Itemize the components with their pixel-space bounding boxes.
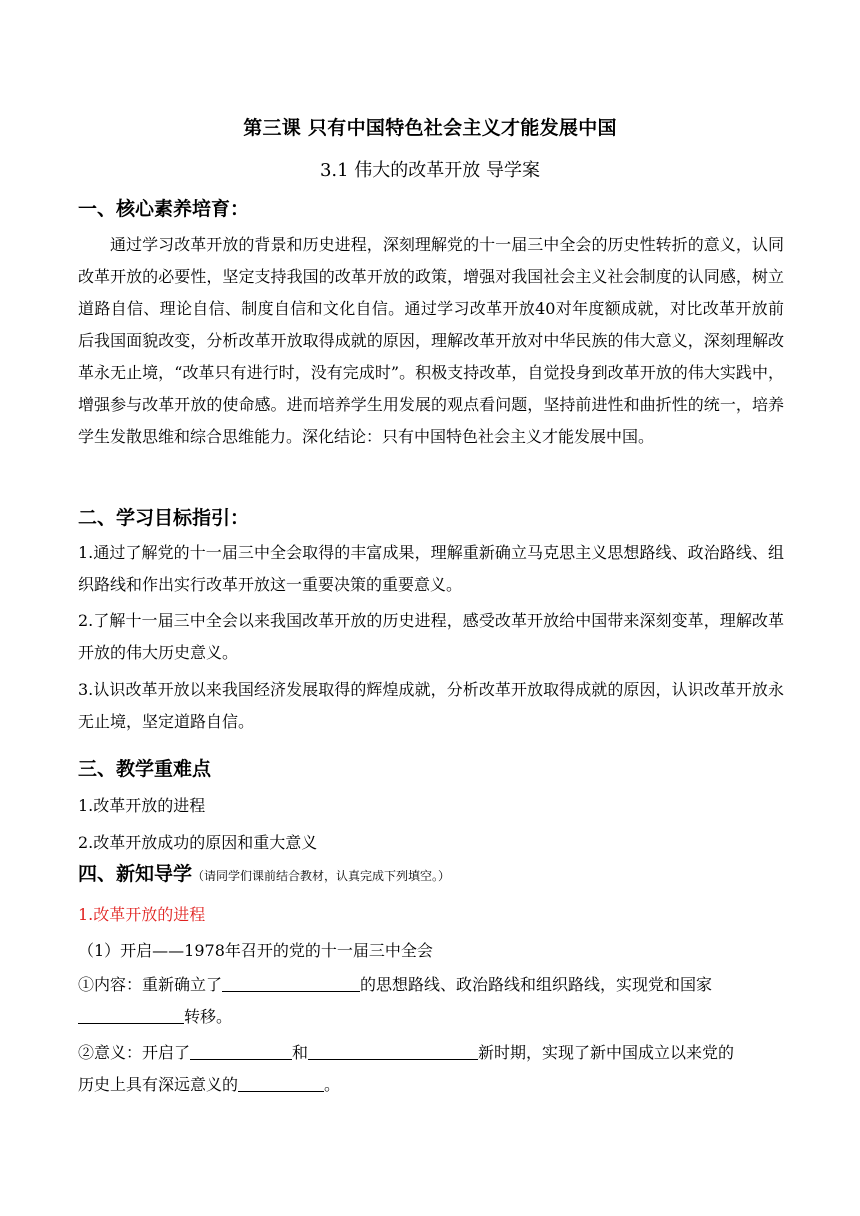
topic-heading: 1.改革开放的进程: [78, 905, 206, 924]
question-text: 和: [292, 1043, 309, 1062]
objective-item: 1.通过了解党的十一届三中全会取得的丰富成果，理解重新确立马克思主义思想路线、政治路线、组织路线和作出实行改革开放这一重要决策的重要意义。: [78, 543, 784, 594]
answer-blank[interactable]: [190, 1041, 292, 1060]
keypoint-item: 1.改革开放的进程: [78, 796, 206, 815]
answer-blank[interactable]: [222, 973, 360, 992]
section4-heading: [78, 860, 450, 890]
question-text: ①内容：重新确立了: [78, 975, 223, 994]
fill-question-2: [78, 1037, 784, 1101]
answer-blank[interactable]: [78, 1005, 184, 1024]
answer-blank[interactable]: [238, 1073, 324, 1092]
question-text: 。: [324, 1075, 341, 1094]
lesson-subtitle: 3.1 伟大的改革开放 导学案: [319, 160, 541, 181]
question-text: 历史上具有深远意义的: [78, 1075, 239, 1094]
question-text: ②意义：开启了: [78, 1043, 191, 1062]
answer-blank[interactable]: [308, 1041, 478, 1060]
objective-item: 2.了解十一届三中全会以来我国改革开放的历史进程，感受改革开放给中国带来深刻变革，理解改革开放的伟大历史意义。: [78, 611, 784, 662]
question-text: 新时期，实现了新中国成立以来党的: [478, 1043, 735, 1062]
question-text: 转移。: [184, 1007, 233, 1026]
section4-title: 四、新知导学: [78, 863, 193, 885]
lesson-title: 第三课 只有中国特色社会主义才能发展中国: [243, 117, 617, 139]
section1-body: 通过学习改革开放的背景和历史进程，深刻理解党的十一届三中全会的历史性转折的意义，认同改革开放的必要性，坚定支持我国的改革开放的政策，增强对我国社会主义社会制度的认同感，树立道路自信、理论自信、制度自信和文化自信。通过学习改革开放40对年度额成就，对比改革开放前后我国面貌改变，分析改革开放取得成就的原因，理解改革开放对中华民族的伟大意义，深刻理解改革永无止境，“改革只有进行时，没有完成时”。积极支持改革，自觉投身到改革开放的伟大实践中，增强参与改革开放的使命感。进而培养学生用发展的观点看问题，坚持前进性和曲折性的统一，培养学生发散思维和综合思维能力。深化结论：只有中国特色社会主义才能发展中国。: [78, 235, 784, 446]
section1-heading: 一、核心素养培育：: [78, 198, 250, 220]
section3-heading: 三、教学重难点: [78, 758, 212, 780]
section2-heading: 二、学习目标指引：: [78, 507, 250, 529]
question-text: 的思想路线、政治路线和组织路线，实现党和国家: [360, 975, 713, 994]
subtopic-heading: （1）开启——1978年召开的党的十一届三中全会: [78, 941, 433, 960]
keypoint-item: 2.改革开放成功的原因和重大意义: [78, 833, 318, 852]
fill-question-1: [78, 969, 784, 1033]
objective-item: 3.认识改革开放以来我国经济发展取得的辉煌成就，分析改革开放取得成就的原因，认识改革开放永无止境，坚定道路自信。: [78, 680, 784, 731]
section4-note: （请同学们课前结合教材，认真完成下列填空。）: [192, 869, 451, 883]
